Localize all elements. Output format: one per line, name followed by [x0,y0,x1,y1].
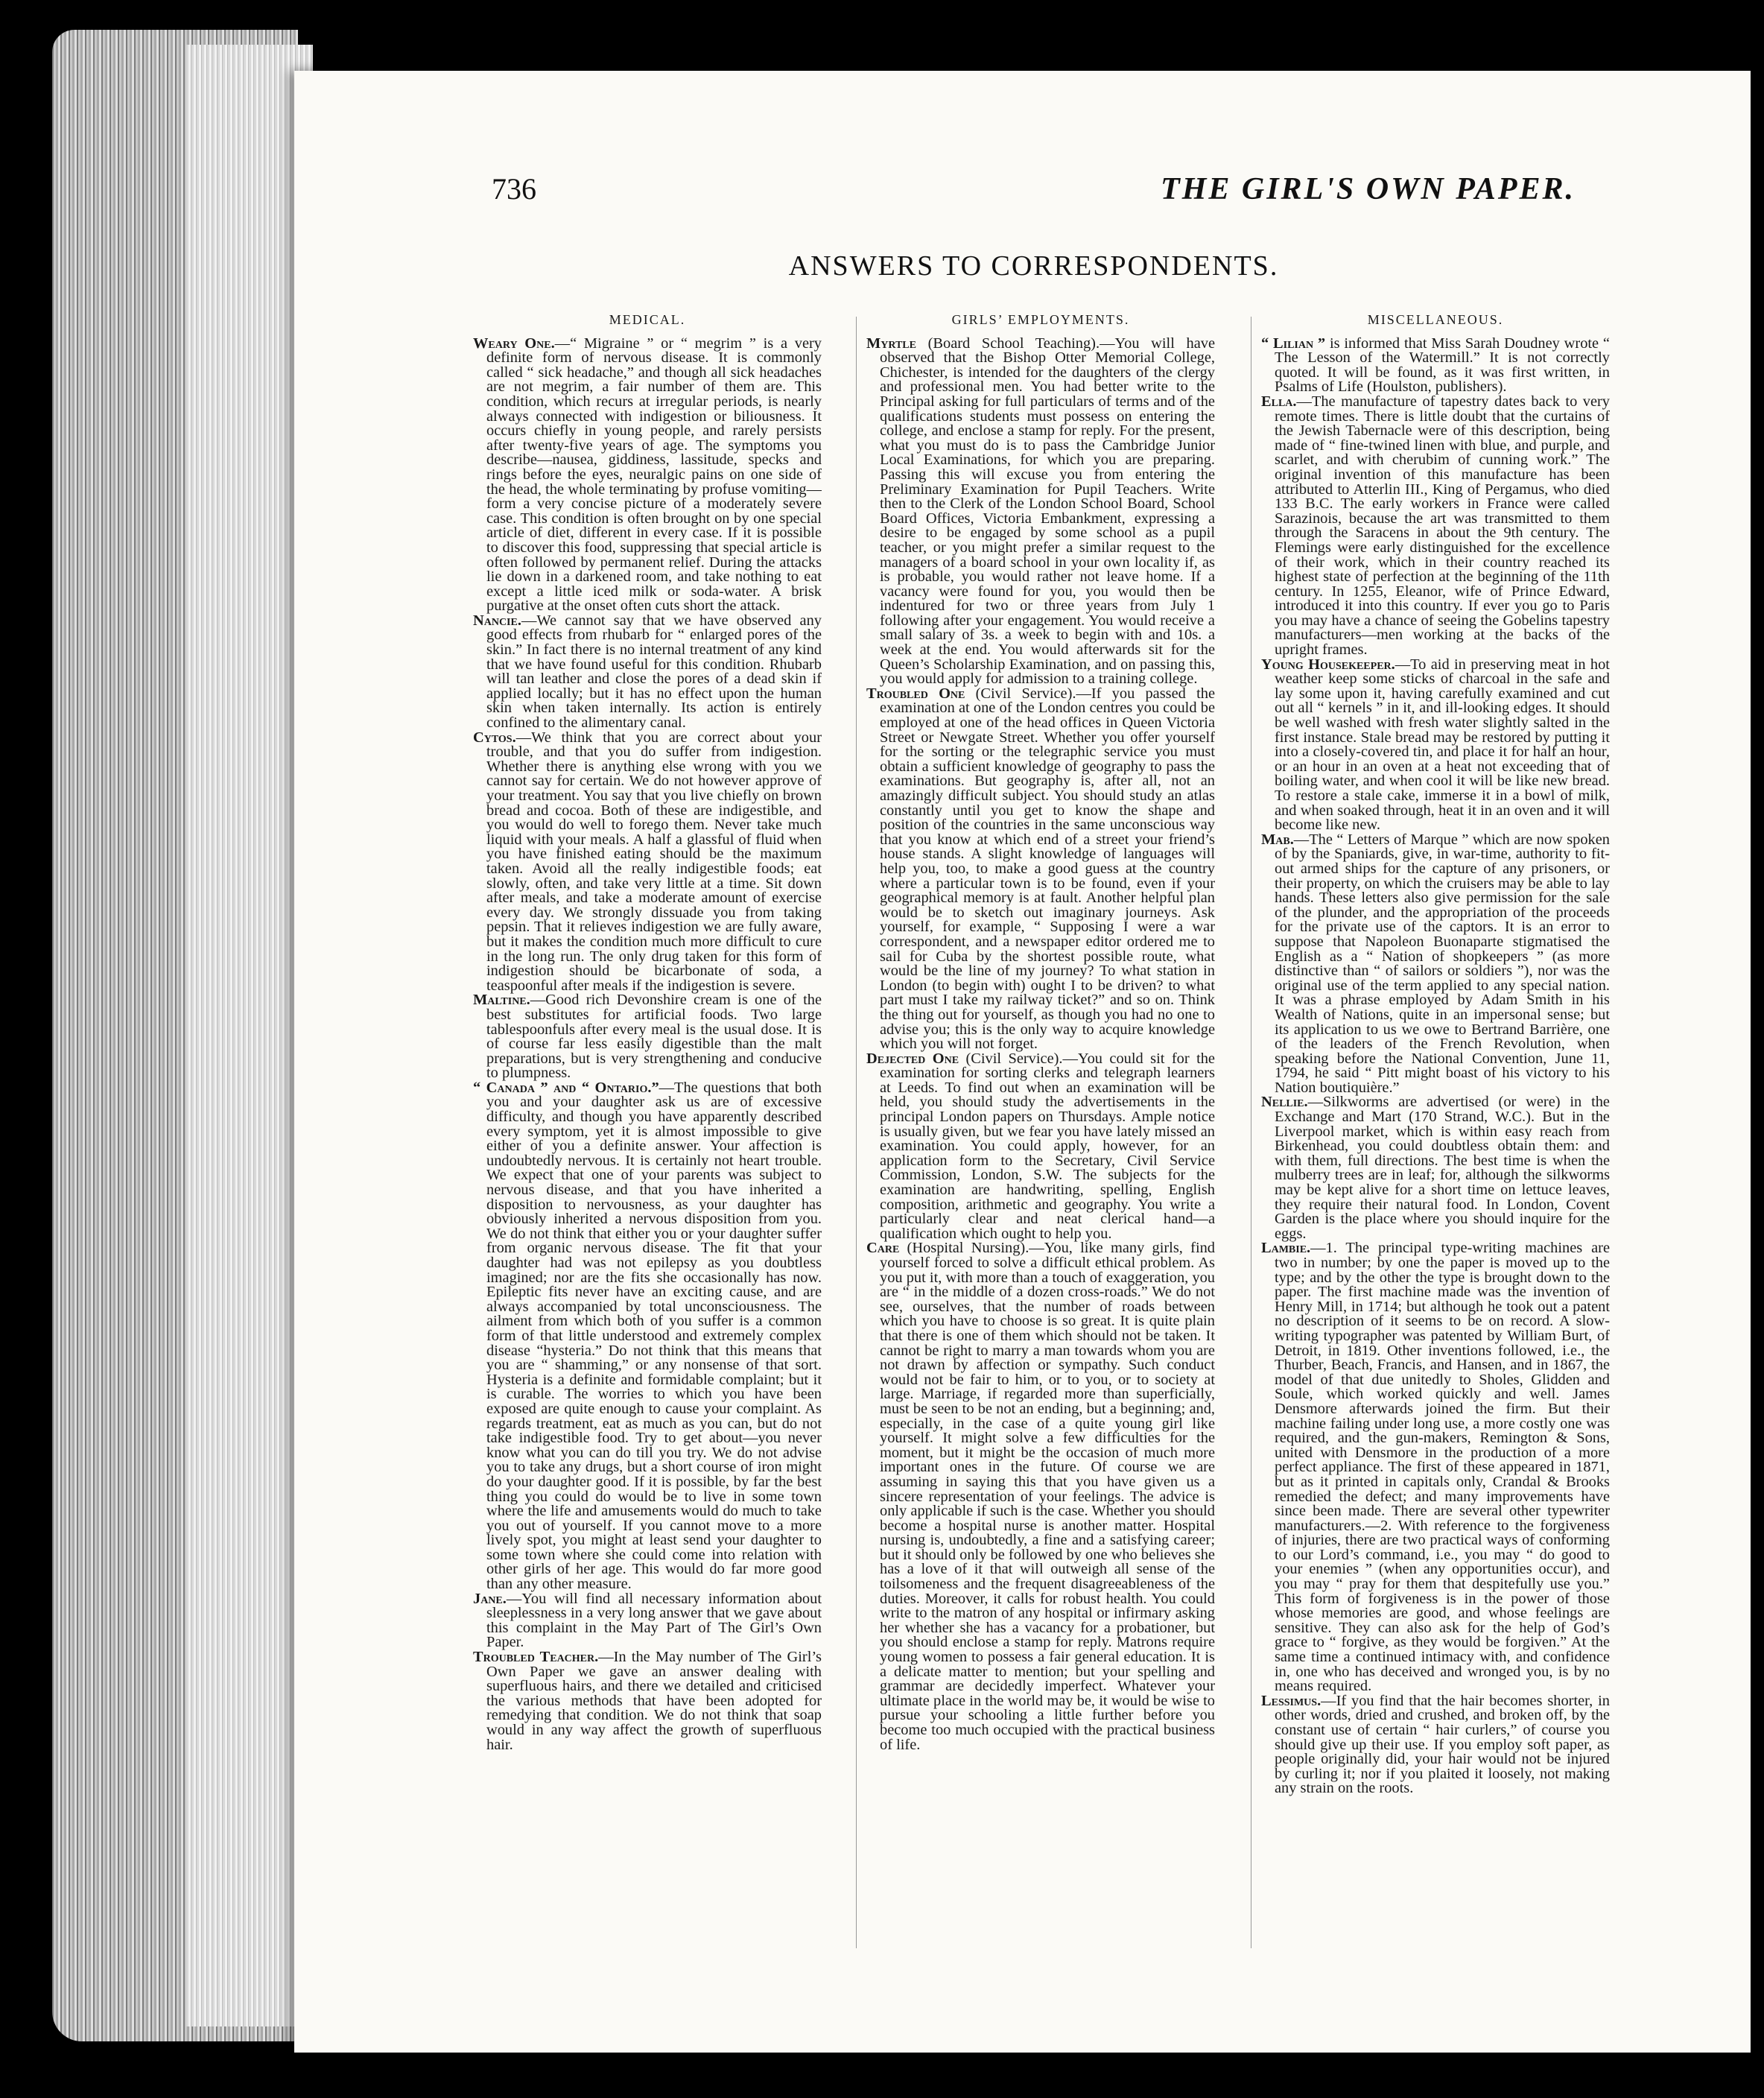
correspondent-name: Weary One. [473,335,555,352]
journal-title: THE GIRL'S OWN PAPER. [1161,172,1576,206]
correspondent-name: Maltine. [473,992,530,1009]
correspondent-name: Nellie. [1261,1094,1308,1111]
answer-text: —The manufacture of tapestry dates back to very remote times. There is little doubt that the curtains of the Jewish Tabernacle were of this description, being made of “ fine-twined linen with blue, and purple, and scarlet, and with cherubim of cunning work.” The original invention of this manufacture has been attributed to Atterlin III., King of Pergamus, who died 133 B.C. The early workers in France were called Sarazinois, because the art was transmitted to them through the Saracens in about the 9th century. The Flemings were early distinguished for the excellence of their work, which in their country reached its highest state of perfection at the beginning of the 11th century. In 1255, Eleanor, wife of Prince Edward, introduced it into this country. If ever you go to Paris you may have a chance of seeing the Gobelins tapestry manufacturers—men working at the backs of the upright frames. [1275,393,1610,659]
correspondent-name: Cytos. [473,729,516,746]
answer-text: (Civil Service).—You could sit for the examination for sorting clerks and telegraph learners at Leeds. To find out when an examination will be held, you should study the advertisements in the principal London papers on Thursdays. Ample notice is usually given, but we fear you have lately missed an examination. You could apply, however, for an application form to the Secretary, Civil Service Commission, London, S.W. The subjects for the examination are handwriting, spelling, English composition, arithmetic and geography. You write a particularly clear and neat clerical hand—a qualification which ought to help you. [880,1050,1215,1242]
answer-entry [866,687,1215,1052]
correspondent-name: Mab. [1261,831,1294,848]
correspondent-name: Troubled Teacher. [473,1649,599,1666]
column-miscellaneous [1261,313,1610,1952]
correspondent-name: Lambie. [1261,1240,1311,1257]
answer-entry [1261,833,1610,1096]
answer-entry [866,1052,1215,1242]
answer-text: —Good rich Devonshire cream is one of the best substitutes for artificial foods. Two large tablespoonfuls after every meal is the usual dose. It is of course far less easily digestible than the malt preparations, but is very strengthening and conducive to plumpness. [486,992,822,1082]
answer-entry [473,1592,822,1650]
answer-text: —We cannot say that we have observed any good effects from rhubarb for “ enlarged pores of the skin.” In fact there is no internal treatment of any kind that we have found useful for this condition. Rhubarb will tan leather and close the pores of a dead skin if applied locally; but it has no effect upon the human skin when taken internally. Its action is entirely confined to the alimentary canal. [486,612,822,732]
column-heading: GIRLS’ EMPLOYMENTS. [951,313,1130,327]
answer-entry [866,337,1215,687]
answer-entry [473,1650,822,1752]
answer-entry [473,993,822,1081]
answer-text: (Hospital Nursing).—You, like many girls, find yourself forced to solve a difficult ethical problem. As you put it, with more than a touch of exaggeration, you are “ in the middle of a dozen cross-roads.” We do not see, ourselves, that the number of roads between which you have to choose is so great. It is quite plain that there is one of them which should not be taken. It cannot be right to marry a man towards whom you are not drawn by affection or sympathy. Such conduct would not be fair to him, or to you, or to society at large. Marriage, if regarded more than superficially, must be seen to be not an ending, but a beginning; and, especially, in the case of a quite young girl like yourself. It might solve a few difficulties for the moment, but it might be the occasion of much more important ones in the future. Of course we are assuming in saying this that you have given us a sincere representation of your feelings. The advice is only applicable if such is the case. Whether you should become a hospital nurse is another matter. Hospital nursing is, undoubtedly, a fine and a satisfying career; but it should only be followed by one who believes she has a love of it that will outweigh all sense of the toilsomeness and the frequent disagreeableness of the duties. Moreover, it calls for robust health. You could write to the matron of any hospital or infirmary asking her whether she has a vacancy for a probationer, but you should enclose a stamp for reply. Matrons require young women to possess a fair general education. It is a delicate matter to mention; but your spelling and grammar are decidedly imperfect. Whatever your ultimate place in the world may be, it would be wise to pursue your schooling a little further before you become too much occupied with the practical business of life. [880,1240,1215,1753]
answer-text: —“ Migraine ” or “ megrim ” is a very definite form of nervous disease. It is commonly called “ sick headache,” and though all sick headaches are not megrim, a fair number of them are. This condition, which recurs at irregular periods, is nearly always connected with indigestion or biliousness. It occurs chiefly in young people, and rarely persists after twenty-five years of age. The symptoms you describe—nausea, giddiness, lassitude, specks and rings before the eyes, neuralgic pains on one side of the head, the whole terminating by profuse vomiting—form a very concise picture of a moderately severe case. This condition is often brought on by one special article of diet, different in every case. If it is possible to discover this food, suppressing that special article is often followed by permanent relief. During the attacks lie down in a darkened room, and take nothing to eat except a little iced milk or soda-water. A brisk purgative at the onset often cuts short the attack. [486,335,822,615]
correspondent-name: Myrtle [866,335,916,352]
answer-text: —If you find that the hair becomes shorter, in other words, dried and crushed, and broken off, by the constant use of certain “ hair curlers,” of course you should give up their use. If you employ soft paper, as people originally did, your hair would not be injured by curling it; nor if you plaited it loosely, not making any strain on the roots. [1275,1692,1610,1797]
answer-text: is informed that Miss Sarah Doudney wrote “ The Lesson of the Watermill.” It is not correctly quoted. It will be found, as it was first written, in Psalms of Life (Houlston, publishers). [1275,335,1610,396]
answer-text: —Silkworms are advertised (or were) in the Exchange and Mart (170 Strand, W.C.). But in the Liverpool market, which is within easy reach from Birkenhead, you could doubtless obtain them: and with them, full directions. The best time is when the mulberry trees are in leaf; for, although the silkworms may be kept alive for a short time on lettuce leaves, they require their natural food. In London, Covent Garden is the place where you should inquire for the eggs. [1275,1094,1610,1242]
answer-entry [473,1081,822,1592]
correspondent-name: Young Housekeeper. [1261,656,1395,673]
correspondent-name: “ Canada ” and “ Ontario.” [473,1079,659,1096]
correspondent-name: Jane. [473,1590,507,1607]
answer-text: —The questions that both you and your daughter ask us are of excessive difficulty, and though you have apparently described every symptom, yet it is almost impossible to give either of you a definite answer. Your affection is undoubtedly nervous. It is certainly not heart trouble. We expect that one of your parents was subject to nervous disease, and that you have inherited a disposition to nervousness, as your daughter has obviously inherited a nervous disposition from you. We do not think that either you or your daughter suffer from organic nervous disease. The fit that your daughter had was not epilepsy as you doubtless imagined; nor are the fits she occasionally has now. Epileptic fits never have an exciting cause, and are always accompanied by total unconsciousness. The ailment from which both of you suffer is a common form of that little understood and extremely complex disease “hysteria.” Do not think that this means that you are “ shamming,” or any nonsense of that sort. Hysteria is a definite and formidable complaint; but it is curable. The worries to which you have been exposed are quite enough to cause your complaint. As regards treatment, eat as much as you can, but do not take indigestible food. Try to get about—you never know what you can do till you try. We do not advise you to take any drugs, but a short course of iron might do your daughter good. If it is possible, by far the best thing you could do would be to live in some town where the life and amusements would do much to take you out of yourself. If you cannot move to a more lively spot, you might at least send your daughter to some town where she could come into relation with other girls of her age. This would do far more good than any other measure. [486,1079,822,1593]
answer-entry [1261,337,1610,395]
answer-entry [866,1241,1215,1752]
answer-text: —In the May number of The Girl’s Own Paper we gave an answer dealing with superfluous hairs, and there we detailed and criticised the various methods that have been adopted for remedying that condition. We do not think that soap would in any way affect the growth of superfluous hair. [486,1649,822,1753]
answer-entry [1261,395,1610,658]
column-heading: MEDICAL. [609,313,686,327]
answer-entry [473,337,822,614]
answer-text: —To aid in preserving meat in hot weather keep some sticks of charcoal in the safe and lay some upon it, having carefully examined and cut out all “ kernels ” in it, and ill-looking edges. It should be well washed with fresh water slightly salted in the first instance. Stale bread may be restored by putting it into a closely-covered tin, and place it for half an hour, or an hour in an oven at a heat not exceeding that of boiling water, and when cool it will be like new bread. To restore a stale cake, immerse it in a bowl of milk, and when soaked through, heat it in an oven and it will become like new. [1275,656,1610,834]
correspondent-name: Nancie. [473,612,521,629]
correspondent-name: Care [866,1240,900,1257]
answer-text: —The “ Letters of Marque ” which are now spoken of by the Spaniards, give, in war-time, authority to fit-out armed ships for the capture of any prisoners, or their property, on which the cruisers may be able to lay hands. These letters also give permission for the sale of the plunder, and the appropriation of the proceeds for the private use of the captors. It is an error to suppose that Napoleon Buonaparte stigmatised the English as a “ Nation of shopkeepers ” (as more distinctive than “ of sailors or soldiers ”), nor was the original use of the term applied to any special nation. It was a phrase employed by Adam Smith in his Wealth of Nations, quite in an impersonal sense; but its application to us we owe to Bertrand Barrière, one of the leaders of the French Revolution, when speaking before the National Convention, June 11, 1794, he said “ Pitt might boast of his victory to his Nation boutiquière.” [1275,831,1610,1096]
correspondent-name: Dejected One [866,1050,959,1067]
answer-text: —We think that you are correct about your trouble, and that you do suffer from indigestion. Whether there is anything else wrong with you we cannot say for certain. We do not however approve of your treatment. You say that you live chiefly on brown bread and cocoa. Both of these are indigestible, and you would do well to forego them. Never take much liquid with your meals. A half a glassful of fluid when you have finished eating should be the maximum taken. Avoid all the really indigestible foods; eat slowly, often, and take very little at a time. Sit down after meals, and take a moderate amount of exercise every day. We strongly dissuade you from taking pepsin. That it relieves indigestion we are fully aware, but it makes the condition much more difficult to cure in the long run. The only drug taken for this form of indigestion should be bicarbonate of soda, a teaspoonful after meals if the indigestion is severe. [486,729,822,994]
page-number: 736 [492,172,536,206]
answer-text: (Board School Teaching).—You will have observed that the Bishop Otter Memorial College, Chichester, is intended for the daughters of the clergy and professional men. You had better write to the Principal asking for full particulars of terms and of the qualifications students must possess on entering the college, and enclose a stamp for reply. For the present, what you must do is to pass the Cambridge Junior Local Examinations, for which you are preparing. Passing this will excuse you from entering the Preliminary Examination for Pupil Teachers. Write then to the Clerk of the London School Board, School Board Offices, Victoria Embankment, expressing a desire to be engaged by some school as a pupil teacher, or you might prefer a similar request to the managers of a board school in your own locality if, as is probable, you would rather not leave home. If a vacancy were found for you, you would then be indentured for two or three years from July 1 following after your engagement. You would receive a small salary of 3s. a week to begin with and 10s. a week at the end. You would afterwards sit for the Queen’s Scholarship Examination, and on passing this, you would apply for admission to a training college. [880,335,1215,688]
answer-text: (Civil Service).—If you passed the examination at one of the London centres you could be employed at one of the head offices in Queen Victoria Street or Newgate Street. Whether you offer yourself for the sorting or the telegraphic service you must obtain a sufficient knowledge of geography to pass the examinations. But geography is, after all, not an amazingly difficult subject. You should study an atlas constantly until you get to know the shape and position of the countries in the same unconscious way that you know at which end of a street your friend’s house stands. A slight knowledge of languages will help you, too, to make a good guess at the country where a particular town is to be found, even if your geographical memory is at fault. Another helpful plan would be to sketch out imaginary journeys. Ask yourself, for example, “ Supposing I were a war correspondent, and a newspaper editor ordered me to sail for Cuba by the shortest possible route, what would be the line of my journey? To what station in London (to begin with) ought I to be driven? to what part must I take my railway ticket?” and so on. Think the thing out for yourself, as though you had no one to advise you; this is the only way to acquire knowledge which you will not forget. [880,685,1215,1053]
running-head [492,171,1576,224]
answer-entry [1261,1694,1610,1796]
answer-entry [1261,658,1610,833]
correspondent-name: “ Lilian ” [1261,335,1326,352]
answer-text: —You will find all necessary information about sleeplessness in a very long answer that we gave about this complaint in the May Part of The Girl’s Own Paper. [486,1590,822,1651]
answer-entry [1261,1241,1610,1693]
column-medical [473,313,822,1952]
page [294,71,1751,2053]
correspondent-name: Ella. [1261,393,1297,410]
correspondent-name: Lessimus. [1261,1692,1322,1709]
answer-entry [1261,1095,1610,1241]
correspondent-name: Troubled One [866,685,965,702]
section-title: ANSWERS TO CORRESPONDENTS. [788,250,1279,282]
column-divider [856,317,857,1948]
answer-entry [473,731,822,994]
column-girls-employments [866,313,1215,1952]
answer-entry [473,614,822,731]
column-heading: MISCELLANEOUS. [1367,313,1504,327]
answer-text: —1. The principal type-writing machines are two in number; by one the paper is moved up to the type; and by the other the type is brought down to the paper. The first machine made was the invention of Henry Mill, in 1714; but although he took out a patent no description of it seems to be on record. A slow-writing typographer was patented by William Burt, of Detroit, in 1819. Other inventions followed, i.e., the Thurber, Beach, Francis, and Hansen, and in 1867, the model of that due unitedly to Sholes, Glidden and Soule, which worked quickly and well. James Densmore afterwards joined the firm. But their machine failing under long use, a more costly one was required, and the gun-makers, Remington & Sons, united with Densmore in the production of a more perfect appliance. The first of these appeared in 1871, but as it printed in capitals only, Crandal & Brooks remedied the defect; and many improvements have since been made. There are several other typewriter manufacturers.—2. With reference to the forgiveness of injuries, there are two practical ways of conforming to our Lord’s command, i.e., you may “ do good to your enemies ” (when any opportunities occur), and you may “ pray for them that despitefully use you.” This form of forgiveness is in the power of those whose memories are good, and whose feelings are sensitive. They can also ask for the help of God’s grace to “ forgive, as they would be forgiven.” At the same time a continued intimacy with, and confidence in, one who has deceived and wronged you, is by no means required. [1275,1240,1610,1695]
